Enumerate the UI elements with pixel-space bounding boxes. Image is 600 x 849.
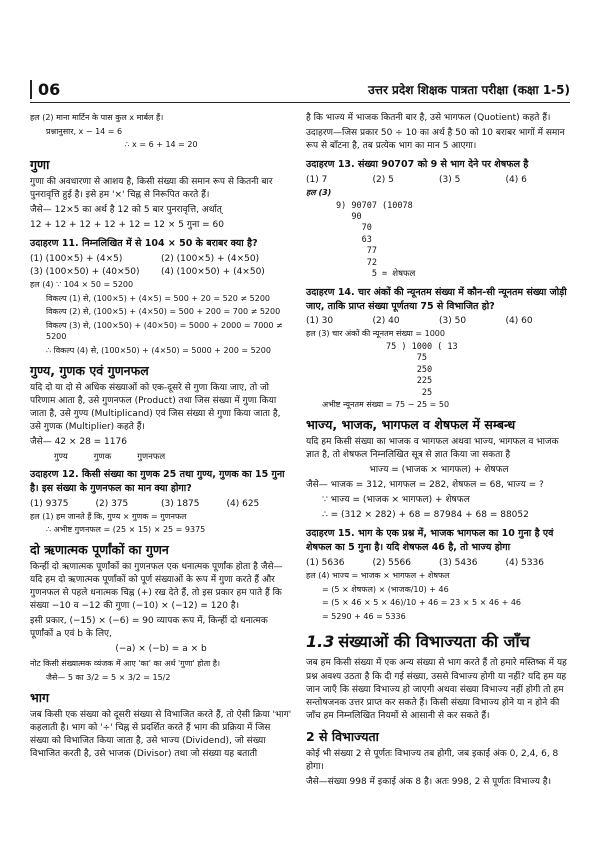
option: (4) 5336: [505, 557, 545, 568]
paragraph: 12 + 12 + 12 + 12 + 12 = 12 × 5 गुना = 60: [30, 220, 224, 231]
option: (3) (100×50) + (40×50): [30, 266, 140, 277]
paragraph: किन्हीं दो ऋणात्मक पूर्णांकों का गुणनफल एक धनात्मक पूर्णांक होता है जैसे—यदि हम दो ऋणात्मक पूर्णांकों को पूर्ण संख्याओं के रूप में गुणा करते हैं और गुणनफल से पहले धनात्मक चिह्न (+) रख देते हैं, तो इस प्रकार हम पाते हैं कि संख्या −10 व −12 की गुणा (−10) × (−12) = 120 है।: [30, 562, 283, 612]
paragraph: जैसे— 42 × 28 = 1176: [30, 436, 127, 447]
heading-guna: गुणा: [30, 156, 50, 172]
option: (4) 625: [226, 498, 260, 509]
formula: ∴ = (312 × 282) + 68 = 87984 + 68 = 88052: [322, 510, 529, 521]
paragraph: जैसे—संख्या 998 में इकाई अंक 8 है। अतः 998, 2 से पूर्णतः विभाज्य है।: [306, 776, 551, 787]
option: (1) 9375: [30, 498, 69, 509]
option: (2) 5: [372, 174, 394, 185]
paragraph: जब हम किसी संख्या में एक अन्य संख्या से भाग करते हैं तो हमारे मस्तिष्क में यह प्रश्न अवश्य उठता है कि दी गई संख्या, उससे विभाज्य होगी या नहीं? यदि हम यह जान जाएँ कि संख्या विभाज्य हो जाएगी अथवा संख्या विभाज्य नहीं होगी तो हम सन्तोषजनक उत्तर प्राप्त कर सकते हैं। किसी संख्या विभाज्य होने या न होने की जाँच हम निम्नलिखित नियमों से आसानी से कर सकते हैं।: [306, 658, 567, 721]
section-heading: [306, 630, 572, 653]
solution-line: ∴ अभीष्ट गुणनफल = (25 × 15) × 25 = 9375: [46, 525, 206, 535]
paragraph: है कि भाज्य में भाजक कितनी बार है, उसे भागफल (Quotient) कहते हैं।: [306, 113, 551, 123]
solution-line: = 5290 + 46 = 5336: [322, 611, 406, 621]
example-12-options: [30, 498, 292, 511]
paragraph: जैसे— 12×5 का अर्थ है 12 को 5 बार पुनरावृत्ति, अर्थात्: [30, 205, 222, 215]
paragraph: उदाहरण—जिस प्रकार 50 ÷ 10 का अर्थ है 50 को 10 बराबर भागों में समान रूप से बाँटना है, तब प्रत्येक भाग का मान 5 आएगा।: [306, 128, 565, 152]
option: (3) 1875: [161, 498, 200, 509]
option: (4) (100×50) + (4×50): [161, 266, 265, 277]
solution-line: = (5 × शेषफल) × (भाजक/10) + 46: [322, 584, 449, 594]
header-title: उत्तर प्रदेश शिक्षक पात्रता परीक्षा (कक्षा 1-5): [368, 82, 570, 97]
paragraph: इसी प्रकार, (−15) × (−6) = 90 व्यापक रूप में, किन्हीं दो धनात्मक पूर्णांकों a एवं b के लिए,: [30, 616, 268, 640]
example-13-options: [306, 174, 572, 187]
solution-line: हल (4) ∵ 104 × 50 = 5200: [30, 279, 134, 289]
formula: भाज्य = (भाजक × भागफल) + शेषफल: [369, 465, 509, 476]
section-number: 1.3: [306, 632, 335, 652]
page-header: [30, 76, 570, 103]
example-11-options: [30, 253, 292, 279]
option: (3) 50: [439, 316, 467, 327]
option: (1) 7: [306, 174, 328, 185]
solution-line: विकल्प (3) से, (100×50) + (40×50) = 5000 + 2000 = 7000 ≠ 5200: [46, 320, 283, 342]
page-number: 06: [30, 80, 60, 99]
example-14-options: [306, 315, 572, 328]
heading-bhag: भाग: [30, 689, 50, 705]
solution-line: = (5 × 46 × 5 × 46)/10 + 46 = 23 × 5 × 46 + 46: [322, 598, 522, 608]
paragraph: गुणा की अवधारणा से आशय है, किसी संख्या की समान रूप से कितनी बार पुनरावृत्ति हुई है। इसे हम '×' चिह्न से निरूपित करते हैं।: [30, 176, 273, 200]
option: (4) 60: [505, 316, 533, 327]
label-gunak: गुणक: [93, 451, 112, 462]
solution-line: हल (2) माना मार्टिन के पास कुल x मार्बल हैं।: [30, 113, 164, 122]
option: (2) (100×5) + (4×50): [161, 253, 260, 264]
option: (1) 5636: [306, 557, 345, 568]
solution-line: हल (1) हम जानते हैं कि, गुण्य × गुणक = गुणनफल: [30, 511, 187, 521]
left-column: [30, 112, 292, 763]
paragraph: यदि दो या दो से अधिक संख्याओं को एक-दूसरे से गुणा किया जाए, तो जो परिणाम आता है, उसे गुणनफल (Product) तथा जिस संख्या में गुणा किया जाता है, उसे गुण्य (Multiplicand) एवं जिस संख्या से गुणा किया जाता है, उसे गुणक (Multiplier) कहते हैं।: [30, 382, 281, 432]
solution-line: प्रश्नानुसार, x − 14 = 6: [46, 126, 123, 136]
option: (1) 30: [306, 316, 334, 327]
long-division-14: 75 ) 1000 ( 13 75 250 225 25: [386, 342, 458, 398]
example-14: उदाहरण 14. चार अंकों की न्यूनतम संख्या में कौन-सी न्यूनतम संख्या जोड़ी जाए, ताकि प्राप्त संख्या पूर्णतया 75 से विभाजित हो?: [306, 286, 567, 312]
option: (2) 375: [95, 498, 129, 509]
note: नोट किसी संख्यात्मक व्यंजक में आए 'का' का अर्थ 'गुणा' होता है।: [30, 659, 221, 669]
long-division-13: 9) 90707 (10078 90 70 63 77 72 5 = शेषफल: [336, 200, 416, 280]
option: (3) 5436: [439, 557, 478, 568]
solution-line: ∴ x = 6 + 14 = 20: [124, 140, 198, 150]
paragraph: यदि हम किसी संख्या का भाजक व भागफल अथवा भाज्य, भागफल व भाजक ज्ञात है, तो शेषफल निम्नलिखित सूत्र से ज्ञात किया जा सकता है: [306, 437, 559, 461]
example-15-options: [306, 557, 572, 570]
solution-line: विकल्प (2) से, (100×5) + (4×50) = 500 + 200 = 700 ≠ 5200: [46, 307, 281, 317]
paragraph: जब किसी एक संख्या को दूसरी संख्या से विभाजित करते हैं, तो ऐसी क्रिया 'भाग' कहलाती है। भाग को '÷' चिह्न से प्रदर्शित करते हैं भाग की प्रक्रिया में जिस संख्या को विभाजित किया जाता है, उसे भाज्य (Dividend), जो संख्या विभाजित करती है, उसे भाजक (Divisor) तथा जो संख्या यह बताती: [30, 709, 292, 759]
example-13: उदाहरण 13. संख्या 90707 को 9 से भाग देने पर शेषफल है: [306, 159, 529, 171]
term-labels: [30, 451, 292, 463]
paragraph: जैसे— 5 का 3/2 = 5 × 3/2 = 15/2: [46, 673, 171, 682]
heading-gunya: गुण्य, गुणक एवं गुणनफल: [30, 362, 149, 378]
solution-line: विकल्प (1) से, (100×5) + (4×5) = 500 + 20 = 520 ≠ 5200: [46, 293, 271, 303]
option: (4) 6: [505, 174, 527, 185]
formula: ∵ भाज्य = (भाजक × भागफल) + शेषफल: [322, 495, 470, 506]
solution-line: ∴ विकल्प (4) से, (100×50) + (4×50) = 5000 + 200 = 5200: [46, 345, 271, 355]
example-11: उदाहरण 11. निम्नलिखित में से 104 × 50 के बराबर क्या है?: [30, 238, 258, 250]
example-12: उदाहरण 12. किसी संख्या का गुणक 25 तथा गुण्य, गुणक का 15 गुना है। इस संख्या के गुणनफल का मान क्या होगा?: [30, 469, 285, 494]
solution-line: हल (3): [306, 187, 332, 197]
right-column: [306, 112, 572, 791]
example-15: उदाहरण 15. भाग के एक प्रश्न में, भाजक भागफल का 10 गुना है एवं शेषफल का 5 गुना है। यदि शेषफल 46 है, तो भाज्य होगा: [306, 528, 554, 554]
heading-negative: दो ऋणात्मक पूर्णांकों का गुणन: [30, 541, 169, 557]
heading-relation: भाज्य, भाजक, भागफल व शेषफल में सम्बन्ध: [306, 416, 516, 432]
heading-div-by-2: 2 से विभाज्यता: [306, 728, 379, 744]
section-title: संख्याओं की विभाज्यता की जाँच: [338, 632, 530, 652]
solution-line: हल (3) चार अंकों की न्यूनतम संख्या = 1000: [306, 329, 445, 339]
option: (1) (100×5) + (4×5): [30, 253, 123, 264]
paragraph: कोई भी संख्या 2 से पूर्णतः विभाज्य तब होगी, जब इकाई अंक 0, 2,4, 6, 8 होगा।: [306, 748, 559, 772]
option: (2) 5566: [372, 557, 412, 568]
formula: (−a) × (−b) = a × b: [115, 644, 207, 655]
option: (3) 5: [439, 174, 461, 185]
paragraph: जैसे— भाजक = 312, भागफल = 282, शेषफल = 68, भाज्य = ?: [306, 480, 544, 491]
solution-line: हल (4) भाज्य = भाजक × भागफल + शेषफल: [306, 570, 450, 580]
label-gunya: गुण्य: [54, 451, 68, 462]
option: (2) 40: [372, 316, 400, 327]
solution-line: अभीष्ट न्यूनतम संख्या = 75 − 25 = 50: [322, 400, 450, 410]
label-gunanphal: गुणनफल: [137, 451, 166, 462]
